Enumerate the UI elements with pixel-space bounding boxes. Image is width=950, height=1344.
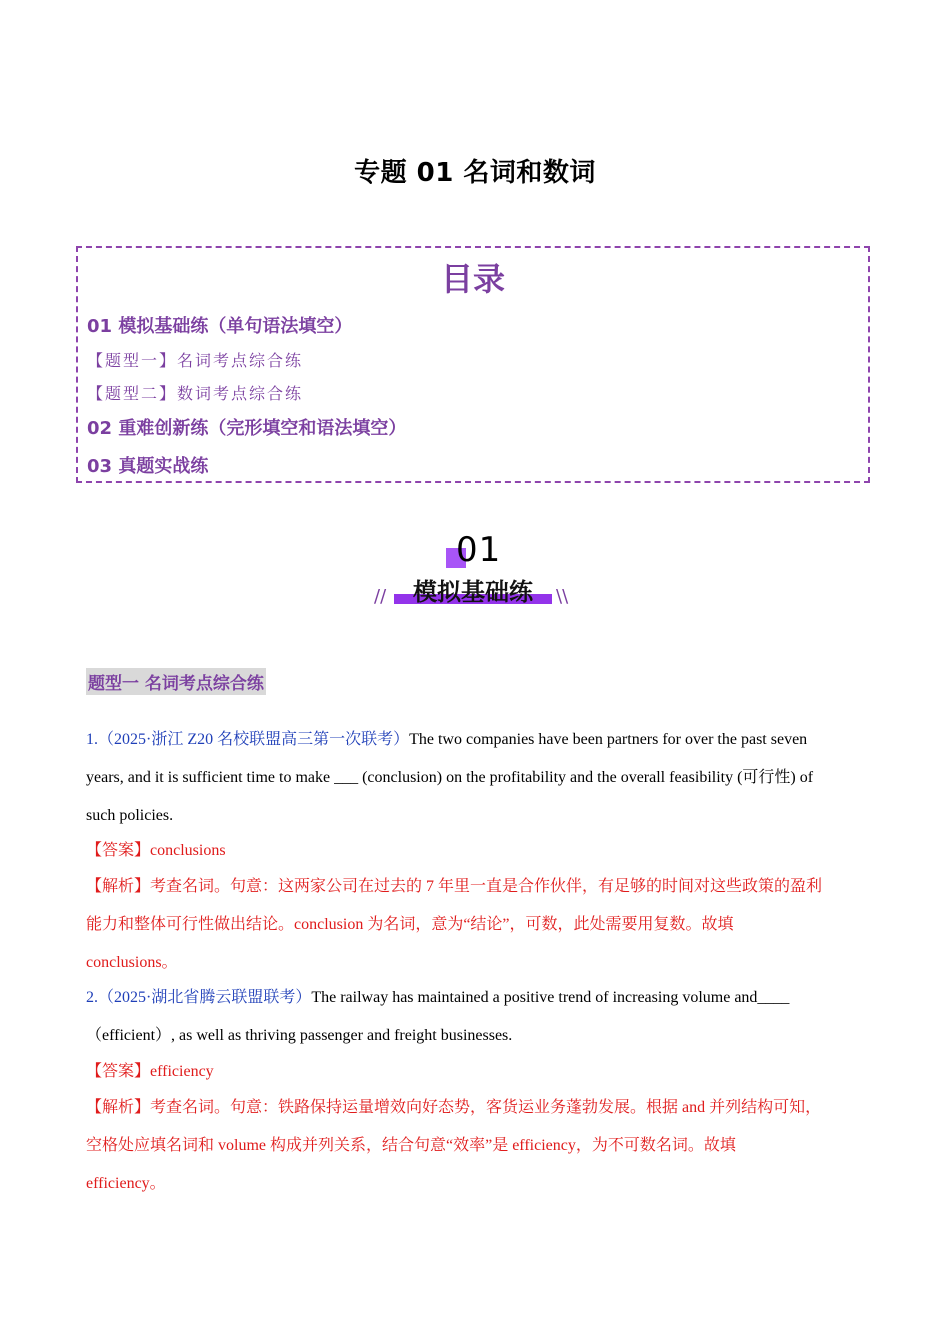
page-title: 专题 01 名词和数词 — [354, 158, 596, 188]
answer-value: efficiency — [150, 1063, 214, 1080]
question-1-source: 1.（2025·浙江 Z20 名校联盟高三第一次联考） — [86, 731, 410, 748]
question-1-analysis-1 — [86, 877, 822, 897]
banner-number: 01 — [456, 530, 502, 570]
toc-heading: 目录 — [440, 260, 505, 298]
toc-subitem-type-2[interactable]: 【题型二】数词考点综合练 — [87, 384, 304, 403]
question-2-text-1: The railway has maintained a positive trend of increasing volume and____ — [311, 989, 790, 1006]
toc-item-02[interactable]: 02 重难创新练（完形填空和语法填空） — [87, 418, 407, 439]
analysis-text: 考查名词。句意：铁路保持运量增效向好态势，客货运业务蓬勃发展。根据 and 并列结构可知， — [150, 1099, 822, 1116]
question-1-line-1 — [86, 730, 807, 750]
answer-label: 【答案】 — [86, 1063, 151, 1080]
question-1-answer — [86, 841, 226, 861]
question-2-source: 2.（2025·湖北省腾云联盟联考） — [86, 989, 312, 1006]
section-banner — [370, 530, 580, 612]
banner-slash-left: // — [374, 586, 387, 607]
analysis-label: 【解析】 — [86, 878, 151, 895]
question-2-analysis-3: efficiency。 — [86, 1175, 166, 1192]
question-1-analysis-3: conclusions。 — [86, 954, 178, 971]
answer-value: conclusions — [150, 842, 226, 859]
banner-slash-right: \\ — [556, 586, 569, 607]
question-1-analysis-2: 能力和整体可行性做出结论。conclusion 为名词，意为“结论”，可数，此处需要用复数。故填 — [86, 916, 734, 933]
banner-label: 模拟基础练 — [413, 578, 533, 606]
analysis-label: 【解析】 — [86, 1099, 151, 1116]
table-of-contents — [76, 246, 870, 483]
answer-label: 【答案】 — [86, 842, 151, 859]
toc-subitem-type-1[interactable]: 【题型一】名词考点综合练 — [87, 351, 304, 370]
question-1-text-2: years, and it is sufficient time to make ___ (conclusion) on the profitability and the overall feasibility (可行性) of — [86, 769, 814, 786]
question-2-line-1 — [86, 988, 789, 1008]
analysis-text: 考查名词。句意：这两家公司在过去的 7 年里一直是合作伙伴，有足够的时间对这些政策的盈利 — [150, 878, 823, 895]
question-2-analysis-1 — [86, 1098, 821, 1118]
toc-item-03[interactable]: 03 真题实战练 — [87, 456, 209, 477]
question-2-text-2: （efficient）, as well as thriving passenger and freight businesses. — [86, 1027, 513, 1044]
section-label: 题型一 名词考点综合练 — [86, 668, 266, 695]
toc-item-01[interactable]: 01 模拟基础练（单句语法填空） — [87, 316, 353, 337]
question-2-answer — [86, 1062, 214, 1082]
question-1-text-1: The two companies have been partners for over the past seven — [409, 731, 808, 748]
question-2-analysis-2: 空格处应填名词和 volume 构成并列关系，结合句意“效率”是 efficiency，为不可数名词。故填 — [86, 1137, 736, 1154]
question-1-text-3: such policies. — [86, 807, 174, 824]
